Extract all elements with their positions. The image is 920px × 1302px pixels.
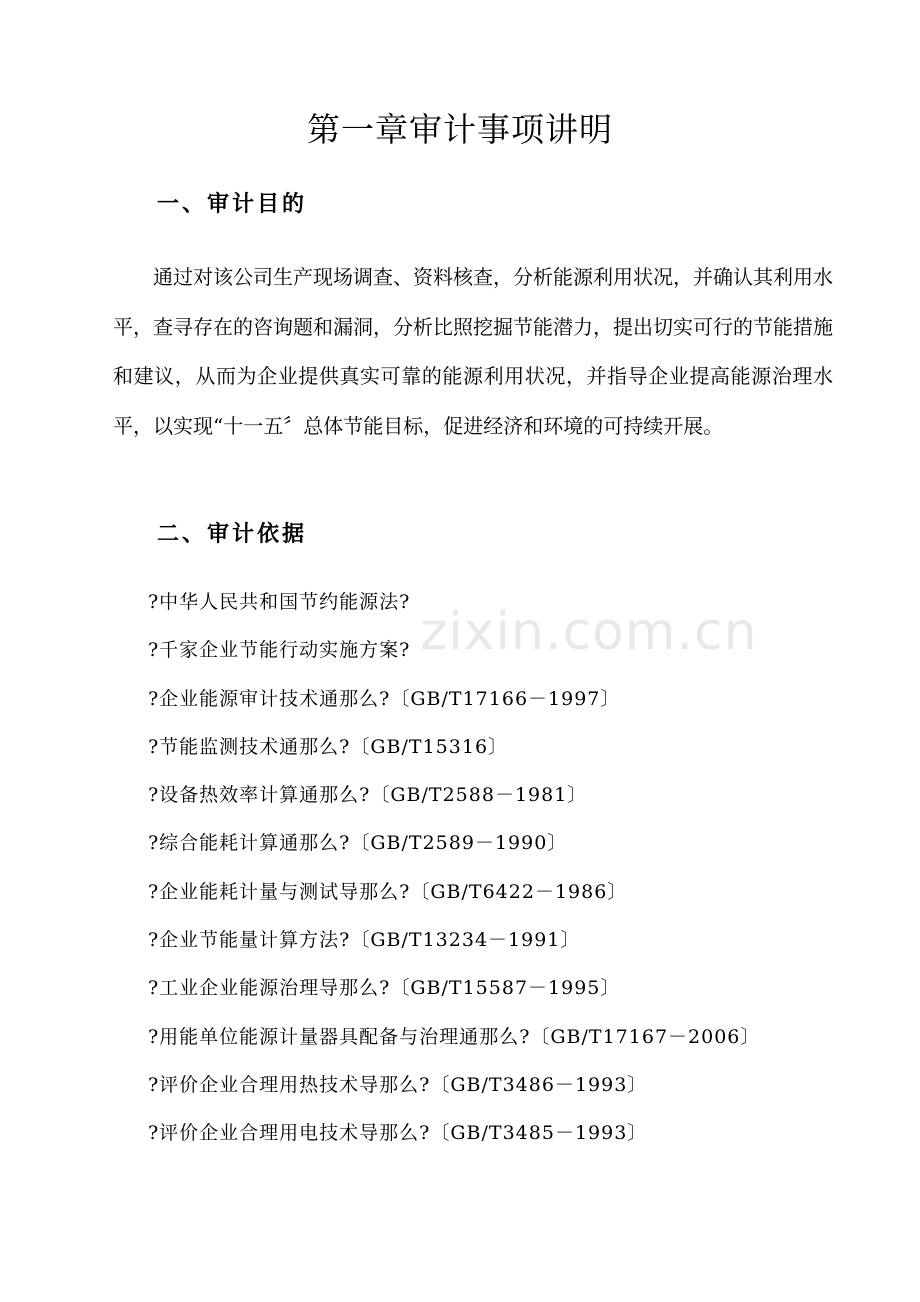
list-item: ?节能监测技术通那么?〔GB/T15316〕 — [148, 735, 509, 758]
list-item: ?综合能耗计算通那么?〔GB/T2589－1990〕 — [148, 832, 568, 855]
list-item: ?评价企业合理用电技术导那么?〔GB/T3485－1993〕 — [148, 1122, 648, 1145]
page-title: 第一章审计事项讲明 — [307, 110, 613, 149]
list-item: ?千家企业节能行动实施方案? — [148, 639, 411, 662]
section-heading-basis: 二、审计依据 — [157, 522, 308, 547]
purpose-paragraph: 通过对该公司生产现场调查、资料核查，分析能源利用状况，并确认其利用水平，查寻存在的咨询题和漏洞，分析比照挖掘节能潜力，提出切实可行的节能措施和建议，从而为企业提供真实可靠的能源利用状况，并指导企业提高能源治理水平，以实现“十一五〞总体节能目标，促进经济和环境的可持续开展。 — [113, 265, 833, 438]
list-item: ?设备热效率计算通那么?〔GB/T2588－1981〕 — [148, 784, 588, 807]
list-item: ?企业能耗计量与测试导那么?〔GB/T6422－1986〕 — [148, 880, 628, 903]
list-item: ?评价企业合理用热技术导那么?〔GB/T3486－1993〕 — [148, 1073, 648, 1096]
list-item: ?工业企业能源治理导那么?〔GB/T15587－1995〕 — [148, 977, 621, 1000]
reference-list — [148, 586, 760, 1166]
list-item: ?企业节能量计算方法?〔GB/T13234－1991〕 — [148, 929, 581, 952]
list-item: ?企业能源审计技术通那么?〔GB/T17166－1997〕 — [148, 687, 621, 710]
list-item: ?中华人民共和国节约能源法? — [148, 591, 411, 613]
watermark: zixin.com.cn — [420, 602, 758, 662]
list-item: ?用能单位能源计量器具配备与治理通那么?〔GB/T17167－2006〕 — [148, 1025, 761, 1048]
section-heading-purpose: 一、审计目的 — [157, 192, 308, 217]
